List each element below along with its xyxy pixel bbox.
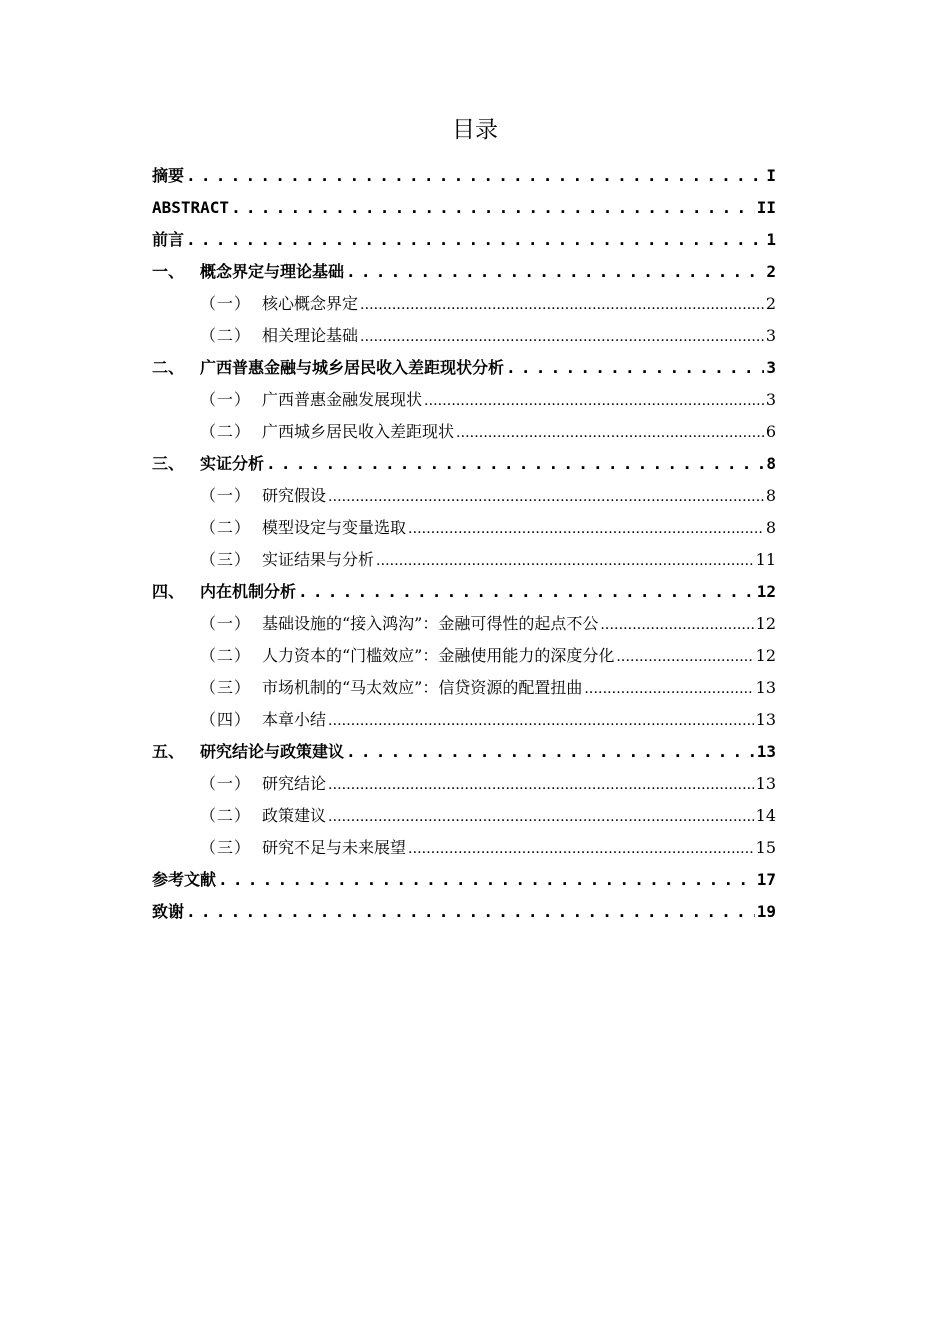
toc-entry-page-number: 3 — [766, 358, 776, 377]
toc-entry-number: （二） — [200, 646, 252, 665]
toc-entry[interactable] — [152, 864, 776, 896]
toc-entry-page-number: 14 — [755, 806, 776, 825]
toc-entry-label: 研究不足与未来展望 — [262, 838, 407, 857]
toc-entry-label: 实证分析 — [200, 454, 265, 473]
toc-entry-label: 基础设施的“接入鸿沟”：金融可得性的起点不公 — [262, 614, 599, 633]
toc-entry[interactable] — [152, 416, 776, 448]
toc-entry-label: 概念界定与理论基础 — [200, 262, 345, 281]
toc-entry-label: 研究结论 — [262, 774, 327, 793]
toc-dot-leader — [266, 448, 764, 480]
toc-dot-leader — [231, 192, 755, 224]
toc-entry-number: （二） — [200, 806, 252, 825]
toc-entry[interactable] — [152, 736, 776, 768]
toc-entry[interactable] — [152, 352, 776, 384]
toc-dot-leader — [328, 480, 764, 512]
toc-entry-number: （四） — [200, 710, 252, 729]
toc-entry-page-number: I — [766, 166, 776, 185]
toc-entry-label: 相关理论基础 — [262, 326, 359, 345]
toc-entry-number: （二） — [200, 518, 252, 537]
toc-entry-number: （一） — [200, 614, 252, 633]
toc-entry[interactable] — [152, 768, 776, 800]
toc-entry-number: 三、 — [152, 454, 185, 473]
toc-entry-page-number: 8 — [766, 454, 776, 473]
toc-entry-page-number: 2 — [765, 294, 776, 313]
toc-dot-leader — [186, 896, 755, 928]
toc-entry-number: （一） — [200, 774, 252, 793]
toc-dot-leader — [298, 576, 755, 608]
toc-entry[interactable] — [152, 448, 776, 480]
toc-dot-leader — [218, 864, 755, 896]
toc-entry-number: 四、 — [152, 582, 185, 601]
toc-entry[interactable] — [152, 320, 776, 352]
toc-entry-number: （二） — [200, 422, 252, 441]
toc-entry-number: （一） — [200, 486, 252, 505]
toc-dot-leader — [408, 832, 754, 864]
toc-dot-leader — [616, 640, 753, 672]
toc-entry-page-number: 11 — [755, 550, 776, 569]
toc-dot-leader — [376, 544, 754, 576]
toc-dot-leader — [328, 768, 754, 800]
toc-dot-leader — [456, 416, 764, 448]
toc-entry[interactable] — [152, 544, 776, 576]
toc-entry-number: 五、 — [152, 742, 185, 761]
toc-entry-page-number: 13 — [755, 678, 776, 697]
toc-entry-label: 实证结果与分析 — [262, 550, 375, 569]
toc-dot-leader — [186, 160, 764, 192]
toc-entry[interactable] — [152, 832, 776, 864]
toc-entry-page-number: 8 — [765, 518, 776, 537]
toc-entry-label: 广西普惠金融与城乡居民收入差距现状分析 — [200, 358, 505, 377]
toc-entry[interactable] — [152, 384, 776, 416]
toc-entry-label: 致谢 — [152, 902, 185, 921]
toc-entry[interactable] — [152, 192, 776, 224]
toc-dot-leader — [584, 672, 753, 704]
toc-entry[interactable] — [152, 704, 776, 736]
toc-dot-leader — [346, 736, 755, 768]
toc-entry-number: （三） — [200, 550, 252, 569]
toc-entry-page-number: 19 — [756, 902, 776, 921]
toc-title: 目录 — [452, 117, 498, 143]
toc-entry[interactable] — [152, 288, 776, 320]
toc-entry-number: （二） — [200, 326, 252, 345]
toc-dot-leader — [186, 224, 764, 256]
toc-entry-label: 广西城乡居民收入差距现状 — [262, 422, 455, 441]
toc-entry-label: ABSTRACT — [152, 198, 230, 217]
toc-entry-label: 人力资本的“门槛效应”：金融使用能力的深度分化 — [262, 646, 615, 665]
toc-entry-label: 本章小结 — [262, 710, 327, 729]
toc-entry[interactable] — [152, 800, 776, 832]
toc-entry-number: （三） — [200, 838, 252, 857]
toc-dot-leader — [506, 352, 764, 384]
toc-entry-label: 参考文献 — [152, 870, 217, 889]
toc-entry-page-number: 15 — [755, 838, 776, 857]
toc-entry-page-number: 2 — [766, 262, 776, 281]
toc-entry-number: （一） — [200, 294, 252, 313]
toc-entry-page-number: 3 — [765, 390, 776, 409]
toc-dot-leader — [360, 320, 764, 352]
toc-dot-leader — [346, 256, 764, 288]
toc-entry[interactable] — [152, 480, 776, 512]
toc-entry-label: 前言 — [152, 230, 185, 249]
toc-entry[interactable] — [152, 576, 776, 608]
toc-entry-page-number: 12 — [755, 646, 776, 665]
toc-dot-leader — [408, 512, 764, 544]
toc-entry[interactable] — [152, 672, 776, 704]
toc-entry-label: 政策建议 — [262, 806, 327, 825]
toc-entry-label: 摘要 — [152, 166, 185, 185]
toc-entry-page-number: II — [756, 198, 776, 217]
toc-dot-leader — [600, 608, 753, 640]
toc-entry-page-number: 12 — [756, 582, 776, 601]
toc-entry-label: 内在机制分析 — [200, 582, 297, 601]
toc-entry-number: 一、 — [152, 262, 185, 281]
toc-dot-leader — [328, 704, 754, 736]
toc-entry-label: 核心概念界定 — [262, 294, 359, 313]
toc-dot-leader — [328, 800, 754, 832]
toc-entry-page-number: 1 — [766, 230, 776, 249]
toc-entry[interactable] — [152, 160, 776, 192]
toc-entry-page-number: 3 — [765, 326, 776, 345]
toc-entry-page-number: 12 — [755, 614, 776, 633]
toc-entry-page-number: 17 — [756, 870, 776, 889]
toc-entry[interactable] — [152, 256, 776, 288]
toc-entry[interactable] — [152, 224, 776, 256]
toc-entry-label: 模型设定与变量选取 — [262, 518, 407, 537]
toc-entry-page-number: 8 — [765, 486, 776, 505]
toc-entry[interactable] — [152, 608, 776, 640]
toc-dot-leader — [424, 384, 764, 416]
table-of-contents — [152, 160, 776, 928]
toc-entry-page-number: 13 — [755, 710, 776, 729]
toc-entry-number: （三） — [200, 678, 252, 697]
toc-entry-number: （一） — [200, 390, 252, 409]
toc-entry-label: 广西普惠金融发展现状 — [262, 390, 423, 409]
toc-dot-leader — [360, 288, 764, 320]
toc-entry-number: 二、 — [152, 358, 185, 377]
toc-entry[interactable] — [152, 640, 776, 672]
toc-entry-label: 研究结论与政策建议 — [200, 742, 345, 761]
toc-entry-page-number: 13 — [756, 742, 776, 761]
toc-entry-label: 研究假设 — [262, 486, 327, 505]
toc-entry-page-number: 13 — [755, 774, 776, 793]
toc-entry[interactable] — [152, 896, 776, 928]
toc-entry-label: 市场机制的“马太效应”：信贷资源的配置扭曲 — [262, 678, 583, 697]
toc-entry[interactable] — [152, 512, 776, 544]
toc-entry-page-number: 6 — [765, 422, 776, 441]
